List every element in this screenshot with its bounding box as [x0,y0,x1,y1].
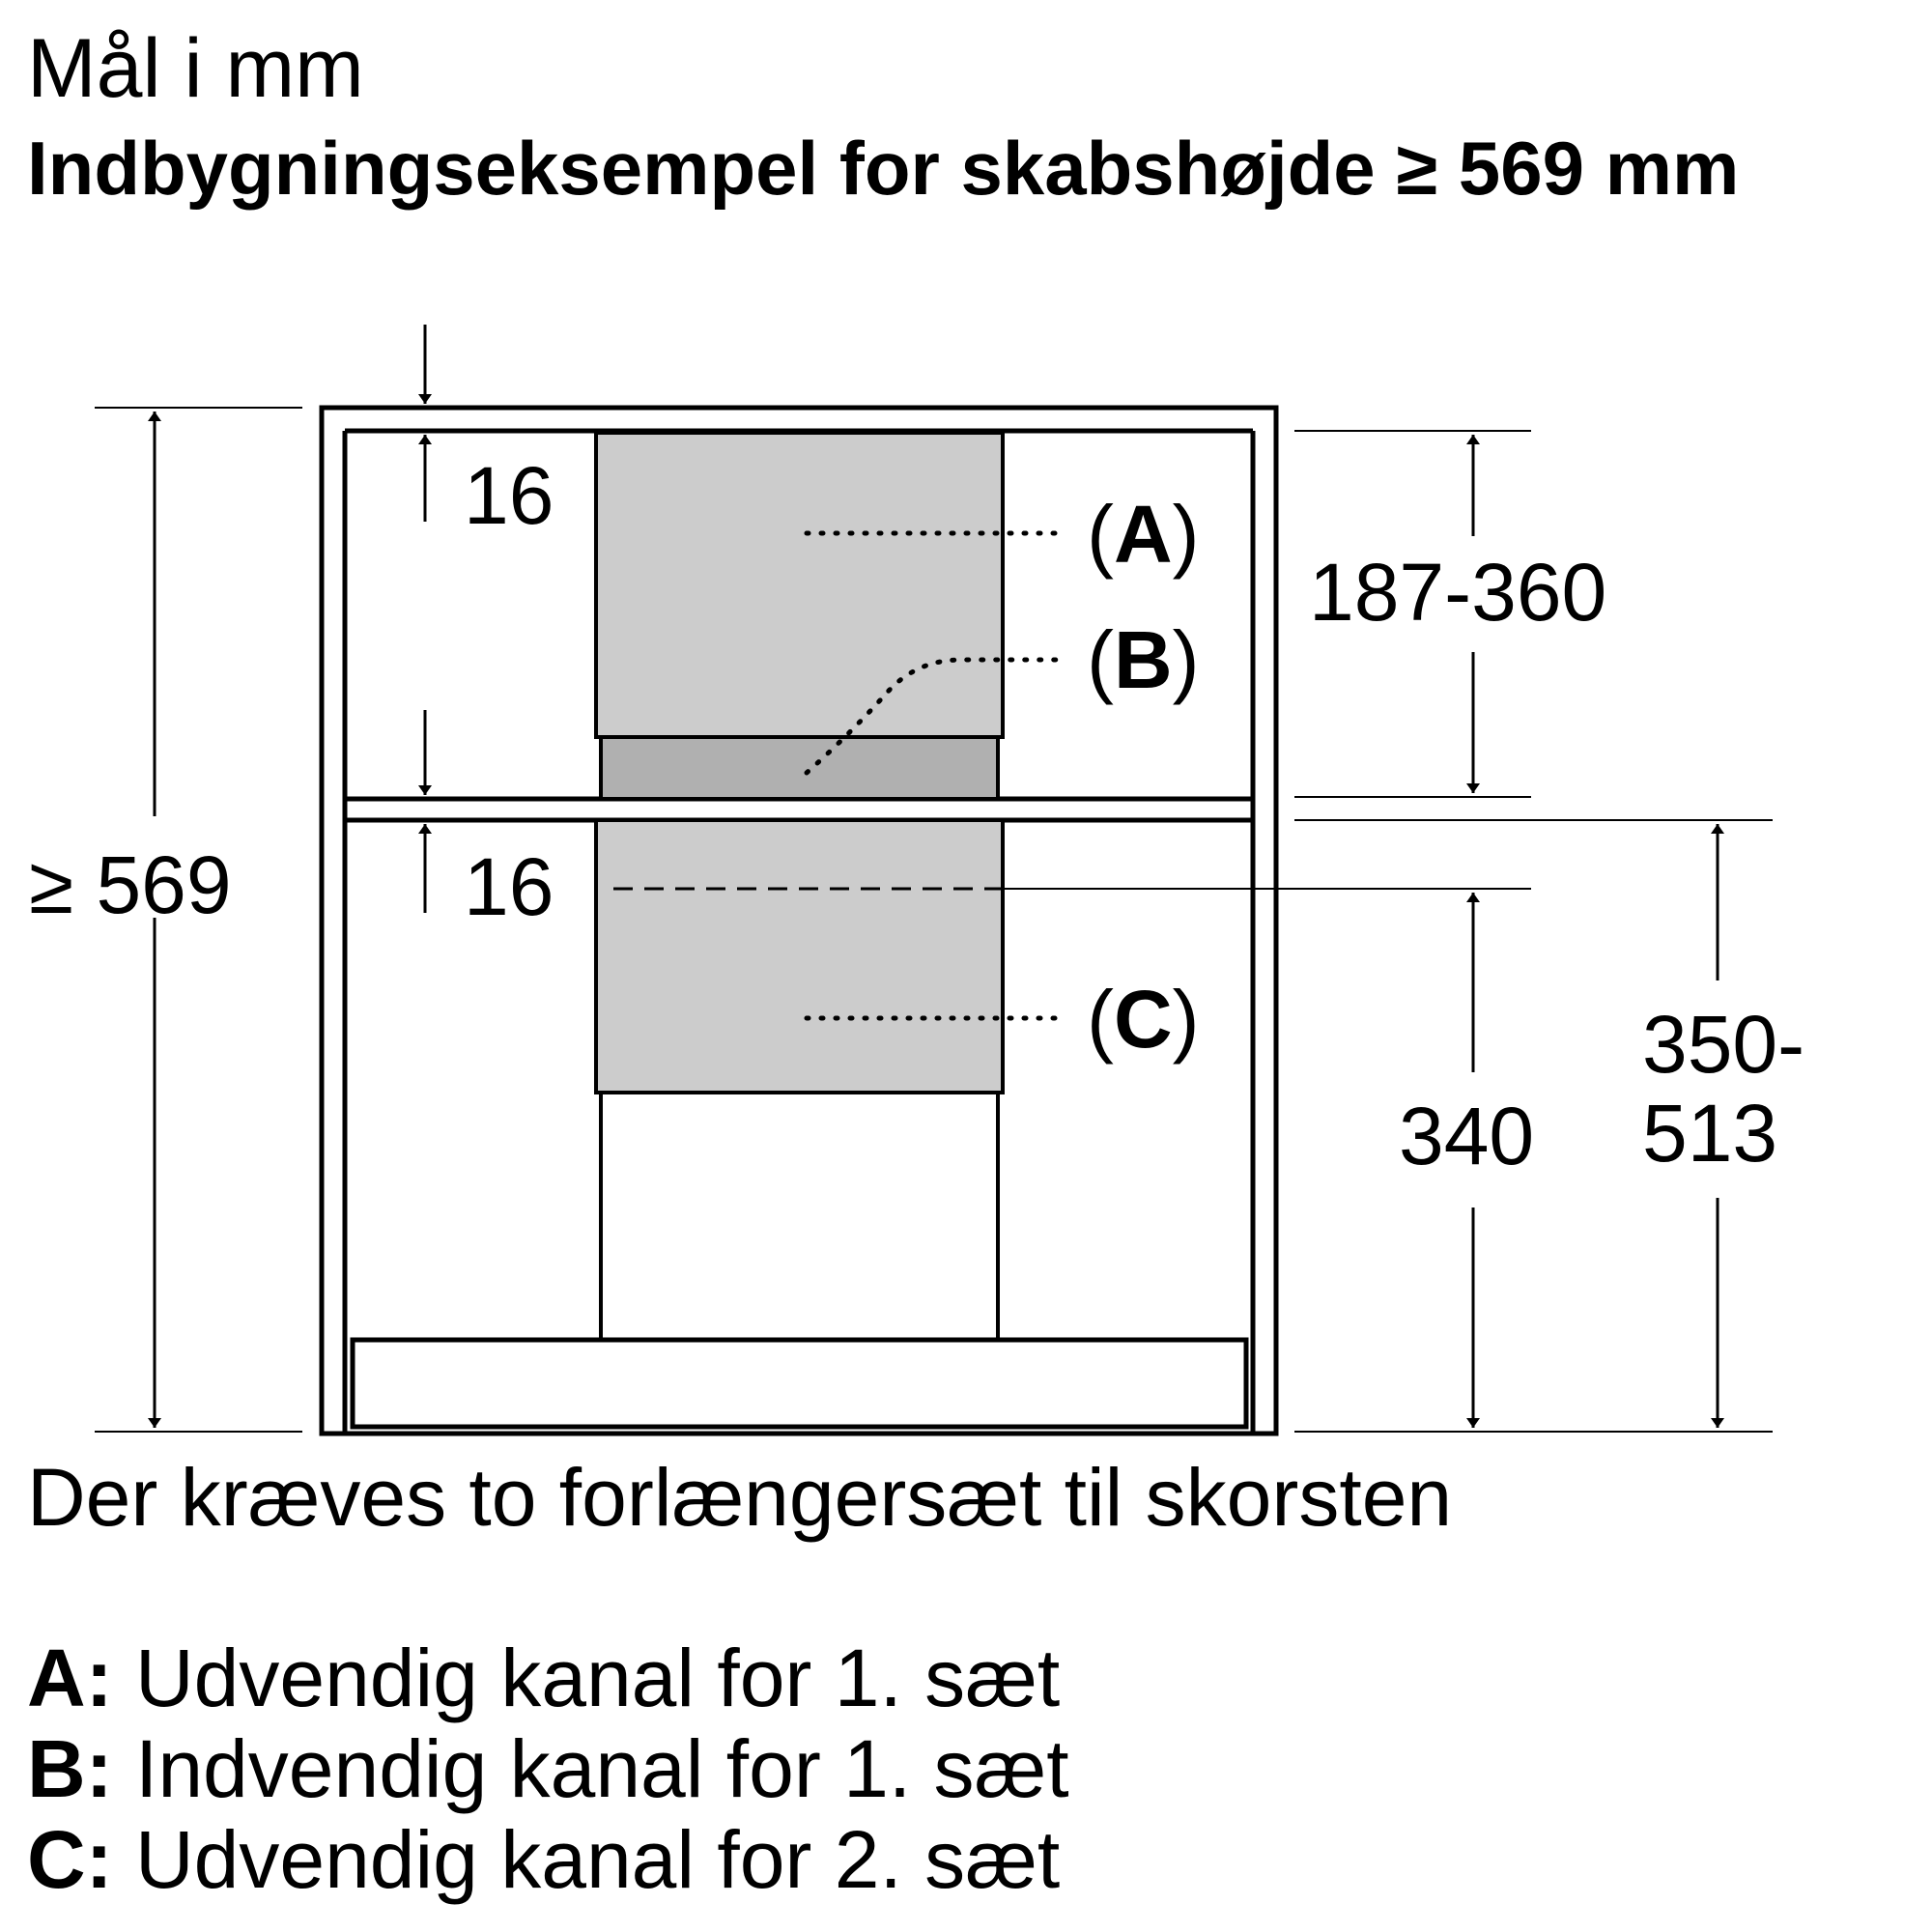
dimension-cabinet-height: ≥ 569 [29,839,232,930]
callout-b-label: (B) [1087,614,1200,705]
legend-text: Udvendig kanal for 2. sæt [134,1814,1061,1905]
duct-a-outer [596,433,1003,737]
dimension-middle-gap: 16 [464,841,554,932]
legend [27,1633,1069,1905]
legend-item-c [27,1814,1069,1905]
legend-text: Udvendig kanal for 1. sæt [134,1633,1061,1723]
cabinet-shelf [345,799,1253,820]
dimension-lower-range-line2: 513 [1642,1088,1778,1179]
duct-c-outer [596,820,1003,1093]
legend-text: Indvendig kanal for 1. sæt [134,1723,1069,1814]
legend-key: B: [27,1723,113,1814]
units-label: Mål i mm [27,22,364,115]
dimension-top-gap: 16 [464,450,554,541]
legend-item-a [27,1633,1069,1723]
dimension-lower-range-line1: 350- [1642,999,1805,1090]
duct-b-inner [601,737,998,799]
dimension-upper-range: 187-360 [1309,547,1607,638]
legend-item-b [27,1723,1069,1814]
dimension-lower-range [1642,999,1827,1179]
legend-key: C: [27,1814,113,1905]
legend-key: A: [27,1633,113,1723]
callout-a-label: (A) [1087,489,1200,580]
dimension-lower-height: 340 [1399,1091,1535,1181]
hood-body [353,1340,1246,1427]
chimney-extension-note: Der kræves to forlængersæt til skorsten [27,1452,1453,1543]
callout-c-label: (C) [1087,974,1200,1065]
page-title: Indbygningseksempel for skabshøjde ≥ 569 mm [27,126,1740,211]
